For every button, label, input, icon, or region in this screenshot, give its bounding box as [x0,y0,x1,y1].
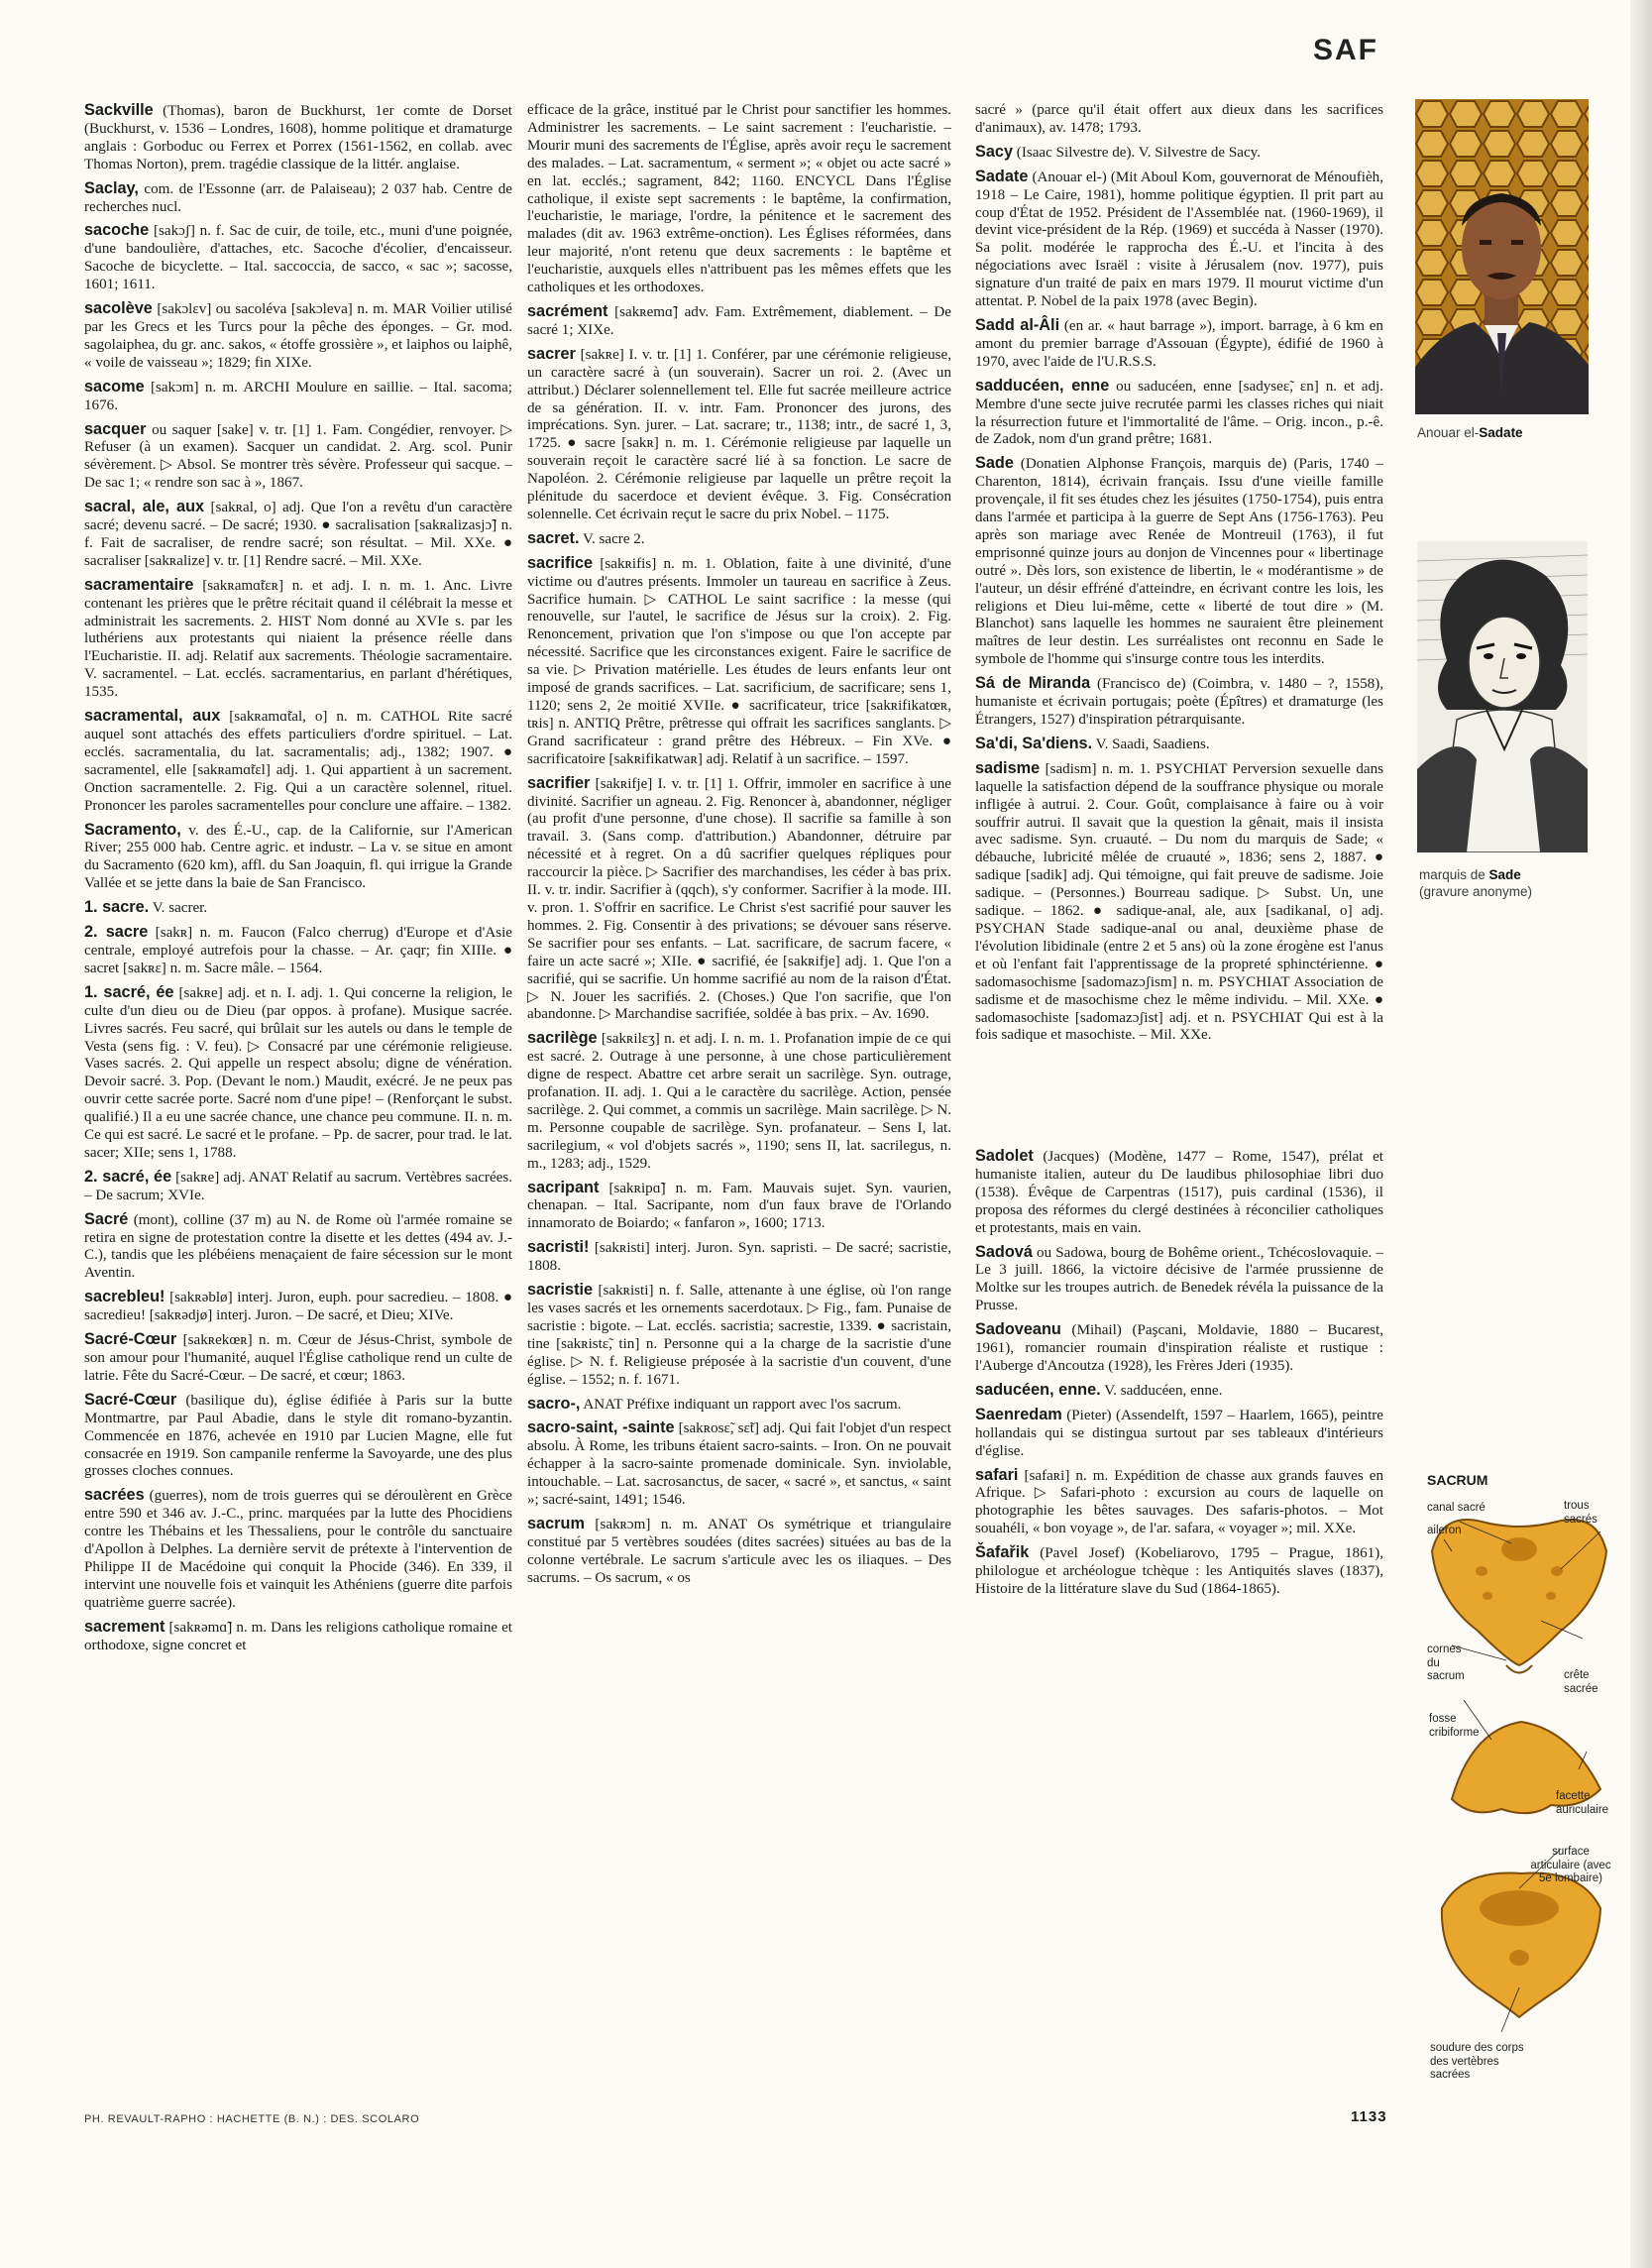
dictionary-entry [527,555,951,769]
dictionary-entry [84,1487,512,1612]
entry-body: (mont), colline (37 m) au N. de Rome où l'armée romaine se retira en signe de protestation contre la disette et les dettes (494 av. J.-C.), tandis que les plébéiens menaçaient de faire sécession sur le mont Aventin. [84,1211,512,1282]
entry-headword: Šafařik [975,1543,1030,1562]
label-fosse-cribiforme: fosse cribiforme [1429,1713,1480,1739]
entry-body: [sakɔʃ] n. f. Sac de cuir, de toile, etc., muni d'une poignée, d'une bandoulière, d'attaches, etc. Sacoche d'écolier, d'encaisseur. Sacoche de bicyclette. – Ital. saccoccia, de sacco, « sac »; sacosse, 1601; 1611. [84,223,512,293]
entry-headword: sacrément [527,301,608,320]
sacrum-figure-title: SACRUM [1427,1472,1488,1488]
entry-headword: sacoche [84,221,150,240]
entry-headword: Sacramento, [84,820,181,839]
entry-headword: sacramentaire [84,575,194,594]
entry-body: [sakʀosɛ̃, sɛ̃t] adj. Qui fait l'objet d'un respect absolu. À Rome, les tribuns étaient sacro-saints. – Iron. On ne pouvait échapper à la sacro-sainte promenade dominicale. Syn. inviolable, intouchable. – Lat. sacrosanctus, de sacer, « sacré », et sanctus, « saint »; sacré-saint, 1491; 1546. [527,1420,951,1509]
dictionary-entry [975,378,1383,450]
dictionary-entry [84,1331,512,1386]
entry-headword: 2. sacré, ée [84,1167,172,1186]
dictionary-entry [527,1516,951,1588]
dictionary-entry [975,144,1383,163]
entry-body: ou saducéen, enne [sadyseɛ̃, ɛn] n. et adj. Membre d'une secte juive recrutée parmi les classes riches qui niait la résurrection future et l'immortalité de l'âme. – Orig. incon., p.-ê. de Zadok, nom d'un grand prêtre; 1681. [975,378,1383,448]
dictionary-entry [84,899,512,918]
entry-headword: Sadate [975,167,1029,185]
entry-body: [safaʀi] n. m. Expédition de chasse aux grands fauves en Afrique. ▷ Safari-photo : excursion au cours de laquelle on photographie les bêtes sauvages. Des safaris-photos. – Mot souahéli, « bon voyage », de l'ar. safara, « voyager »; mil. XXe. [975,1467,1383,1537]
dictionary-entry [975,455,1383,669]
dictionary-entry [975,675,1383,730]
entry-body: [sakɔlɛv] ou sacoléva [sakɔleva] n. m. MAR Voilier utilisé par les Grecs et les Turcs pour la pêche des éponges. – Gr. mod. sagolaiphea, du gr. anc. sakos, « étoffe grossière », et laiphos ou laiphê, « voile de vaisseau »; 1829; fin XIXe. [84,301,512,371]
label-soudure-vertebres: soudure des corps des vertèbres sacrées [1430,2042,1524,2081]
dictionary-entry [527,1239,951,1276]
dictionary-entry [527,303,951,340]
dictionary-entry [975,1467,1383,1539]
entry-body: [sakʀisti] n. f. Salle, attenante à une église, où l'on range les vases sacrés et les ornements sacerdotaux. ▷ Fig., fam. Punaise de sacristie : bigote. – Lat. ecclés. sacristia; sacrestie, 1339. ● sacristain, tine [sakʀistɛ̃, tin] n. Personne qui a la charge de la sacristie d'une église. ▷ N. f. Religieuse préposée à la sacristie d'un couvent, d'une église. – 1552; n. f. 1671. [527,1283,951,1388]
entry-headword: sacramental, aux [84,707,221,726]
sadate-caption: Anouar el-Sadate [1417,425,1523,440]
entry-body: (Pieter) (Assendelft, 1597 – Haarlem, 1665), peintre hollandais qui se distingua surtout par ses tableaux d'intérieurs d'église. [975,1407,1383,1459]
entry-body: [sakʀɔm] n. m. ANAT Os symétrique et triangulaire constitué par 5 vertèbres soudées (dites sacrées) situées au bas de la colonne vertébrale. Le sacrum s'articule avec les os iliaques. – Des sacrums. – Os sacrum, « os [527,1516,951,1586]
entry-headword: sacrées [84,1486,145,1505]
dictionary-entry [975,736,1383,754]
dictionary-entry [527,775,951,1025]
entry-body: (Isaac Silvestre de). V. Silvestre de Sacy. [1013,144,1261,161]
entry-body: [sakʀifje] I. v. tr. [1] 1. Offrir, immoler en sacrifice à une divinité. Sacrifier un agneau. 2. Fig. Renoncer à, abandonner, négliger (au profit d'une personne, d'une chose). Il sacrifie sa famille à son travail. 3. (Sans comp. d'attribution.) Abandonner, détruire par nécessité et à regret. On a dû sacrifier quelques répliques pour raccourcir la pièce. ▷ Sacrifier des marchandises, les céder à bas prix. II. v. tr. indir. Sacrifier à (qqch), s'y conformer. Sacrifier à la mode. III. v. pron. 1. S'offrir en sacrifice. Le Christ s'est sacrifié pour sauver les hommes. 2. Fig. Consentir à des privations; se dévouer sans réserve. Se sacrifier pour ses enfants. – Lat. sacrificare, de sacrum facere, « faire un acte sacré »; XIIe. ● sacrifié, ée [sakʀifje] adj. 1. Que l'on a sacrifié, qui se sacrifie. Un homme sacrifié au nom de la raison d'État. ▷ N. Jouer les sacrifiés. 2. (Choses.) Que l'on sacrifie, que l'on abandonne. ▷ Marchandise sacrifiée, soldée à bas prix. – Av. 1690. [527,775,951,1023]
label-facette-auriculaire: facette auriculaire [1556,1790,1609,1816]
entry-body: ou Sadowa, bourg de Bohême orient., Tchécoslovaquie. – Le 3 juill. 1866, la victoire décisive de l'armée prussienne de Moltke sur les troupes autrich. de Benedek révéla la puissance de la Prusse. [975,1244,1383,1314]
dictionary-entry [84,499,512,571]
column-2 [527,102,951,2090]
dictionary-entry [527,102,951,297]
entry-headword: Sacré [84,1209,129,1228]
entry-body: (guerres), nom de trois guerres qui se déroulèrent en Grèce entre 590 et 346 av. J.-C., princ. marquées par la lutte des Phocidiens contre les Thébains et les Thessaliens, pour le contrôle du sanctuaire d'Apollon à Delphes. La dernière servit de prétexte à l'intervention de Philippe II de Macédoine qui conquit la Phocide (346). En 339, il intervint une nouvelle fois et vainquit les Athéniens (guerre dite parfois quatrième guerre sacrée). [84,1488,512,1611]
dictionary-entry [527,346,951,524]
label-canal-sacre: canal sacré [1427,1502,1486,1514]
entry-body: ANAT Préfixe indiquant un rapport avec l'os sacrum. [580,1396,902,1413]
entry-headword: saducéen, enne. [975,1380,1101,1399]
photo-credit: PH. REVAULT-RAPHO : HACHETTE (B. N.) : DES. SCOLARO [84,2113,420,2125]
dictionary-entry [975,1544,1383,1599]
entry-body: (Mihail) (Paşcani, Moldavie, 1880 – Bucarest, 1961), romancier roumain d'inspiration réaliste et rustique : l'Auberge d'Ancoutza (1928), les Frères Jderi (1935). [975,1322,1383,1374]
dictionary-entry [975,760,1383,1046]
label-aileron: aileron [1427,1525,1462,1536]
dictionary-entry [84,1169,512,1205]
dictionary-entry [975,1244,1383,1316]
dictionary-entry [84,577,512,702]
entry-headword: sacret. [527,528,580,547]
entry-body: v. des É.-U., cap. de la Californie, sur l'American River; 255 000 hab. Centre agric. et industr. – La v. se situe en amont du Sacramento (620 km), affl. du San Joaquin, fl. qui irrigue la Grande Vallée et se jette dans la baie de San Francisco. [84,822,512,892]
dictionary-entry [84,300,512,373]
dictionary-entry [527,1030,951,1173]
sadate-photo [1415,99,1589,414]
dictionary-entry [527,1396,951,1415]
entry-headword: sacripant [527,1178,600,1196]
entry-headword: sacristie [527,1281,594,1300]
label-trous-sacres: trous sacrés [1564,1500,1597,1526]
entry-headword: Sadoveanu [975,1320,1061,1339]
entry-headword: Sade [975,454,1014,473]
entry-headword: sacrum [527,1514,585,1532]
entry-headword: sacrifice [527,553,594,572]
entry-headword: Sa'di, Sa'diens. [975,734,1093,752]
sade-caption: marquis de Sade (gravure anonyme) [1419,867,1533,899]
entry-headword: sacro-saint, -sainte [527,1418,675,1437]
entry-body: (Francisco de) (Coimbra, v. 1480 – ?, 1558), humaniste et écrivain portugais; poète (Épîtres) et dramaturge (les Étrangers, 1527) d'inspiration pétrarquisante. [975,676,1383,728]
entry-body: [sakʀisti] interj. Juron. Syn. sapristi. – De sacré; sacristie, 1808. [527,1240,951,1275]
entry-headword: Sá de Miranda [975,674,1091,693]
entry-body: ou saquer [sake] v. tr. [1] 1. Fam. Congédier, renvoyer. ▷ Refuser (à un examen). Sacquer un candidat. 2. Arg. scol. Punir sévèrement. ▷ Absol. Se montrer très sévère. Professeur qui sacque. – De sac 1; « rendre son sac à », 1867. [84,421,512,492]
entry-body: [sakʀilɛʒ] n. et adj. I. n. m. 1. Profanation impie de ce qui est sacré. 2. Outrage à une personne, à une chose particulièrement digne de respect. Abattre cet arbre serait un sacrilège. Syn. outrage, profanation. II. adj. 1. Qui a le caractère du sacrilège. Action, pensée sacrilège. 2. Qui commet, a commis un sacrilège. Main sacrilège. ▷ N. m. Personne coupable de sacrilège. Syn. profanateur. – Sens I, lat. sacrilegium, « vol d'objets sacrés », 1190; sens II, lat. sacrilegus, n. m., 1283; adj., 1529. [527,1031,951,1172]
entry-body: [sakʀemɑ̃] adv. Fam. Extrêmement, diablement. – De sacré 1; XIXe. [527,303,951,338]
dictionary-entry [84,924,512,978]
dictionary-entry [84,822,512,894]
entry-headword: sacome [84,377,145,396]
dictionary-entry [84,1289,512,1325]
entry-headword: Sacré-Cœur [84,1390,177,1409]
entry-body: (Anouar el-) (Mit Aboul Kom, gouvernorat de Ménoufièh, 1918 – Le Caire, 1981), homme politique égyptien. Il prit part au coup d'État de 1952. Président de l'Assemblée nat. (1960-1969), il devint vice-président de la Rép. (1969) et succéda à Nasser (1970). Sa polit. modérée le rapprocha des É.-U. et l'incita à des négociations avec Israël : visite à Jérusalem (nov. 1977), puis signature d'un traité de paix en mars 1979. Il mourut victime d'un attentat. P. Nobel de la paix 1978 (avec Begin). [975,169,1383,310]
entry-headword: Sadová [975,1242,1033,1261]
dictionary-entry [84,421,512,494]
dictionary-entry [975,317,1383,372]
entry-body: (Donatien Alphonse François, marquis de) (Paris, 1740 – Charenton, 1814), écrivain français. Issu d'une vieille famille provençale, il fit ses études chez les jésuites (1750-1754), puis entra dans l'armée et participa à la guerre de Sept Ans (1756-1763). Peu après son mariage avec Renée de Montreuil (1763), il fut emprisonné quinze jours au donjon de Vincennes pour « libertinage outré ». Dès lors, son existence de libertin, le « modérantisme » de l'auteur, un désir effréné d'atteindre, en écrivant contre les lois, les religions et Dieu lui-même, cette « liberté de tout dire » (M. Blanchot) sans laquelle les hommes ne sauraient être pleinement maîtres de leur destin. Les surréalistes ont reconnu en Sade le symbole de l'homme qui s'insurge contre tous les interdits. [975,456,1383,668]
entry-headword: 1. sacré, ée [84,982,174,1001]
entry-headword: Saenredam [975,1405,1062,1423]
dictionary-entry [527,530,951,549]
dictionary-entry [527,1282,951,1389]
column-1 [84,102,512,2090]
column-3-top [975,102,1383,1151]
entry-body: [sakʀipɑ̃] n. m. Fam. Mauvais sujet. Syn. vaurien, chenapan. – Ital. Sacripante, nom d'un faux brave de l'Orlando innamorato de Boiardo; « fanfaron », 1600; 1713. [527,1180,951,1232]
entry-body: [sadism] n. m. 1. PSYCHIAT Perversion sexuelle dans laquelle la satisfaction dépend de la souffrance physique ou morale infligée à autrui. 2. Cour. Goût, complaisance à faire ou à voir souffrir autrui. Il savait que la question la gênait, mais il insista avec sadisme. Syn. cruauté. – Du nom du marquis de Sade; « débauche, lubricité mêlée de cruauté », 1836; sens 2, 1887. ● sadique [sadik] adj. Qui témoigne, qui fait preuve de sadisme. Joie sadique. – (Personnes.) Bourreau sadique. ▷ Subst. Un, une sadique. – 1862. ● sadique-anal, ale, aux [sadikanal, o] adj. PSYCHAN Stade sadique-anal ou anal, deuxième phase de l'évolution libidinale (entre 2 et 5 ans) où la zone érogène est l'anus et où l'enfant fait l'apprentissage de la propreté sphinctérienne. ● sadomasochisme [sadomazɔʃism] n. m. PSYCHIAT Association de sadisme et de masochisme chez le même individu. – Mil. XXe. ● sadomasochiste [sadomazɔʃist] adj. et n. PSYCHIAT Qui est à la fois sadique et masochiste. – Mil. XXe. [975,760,1383,1044]
entry-body: efficace de la grâce, institué par le Christ pour sanctifier les hommes. Administrer les sacrements. – Le saint sacrement : l'eucharistie. – Mourir muni des sacrements de l'Église, après avoir reçu le sacrement des malades. – Lat. sacramentum, « serment »; « objet ou acte sacré » en lat. ecclés.; sagrament, 842; 1160. ENCYCL Dans l'Église catholique, il existe sept sacrements : le baptême, la confirmation, l'eucharistie, le mariage, l'ordre, la pénitence et le sacrement des malades (dit av. 1963 extrême-onction). Les Églises réformées, dans leur majorité, n'ont retenu que deux sacrements : le baptême et l'eucharistie, auxquels elles n'attribuent pas les mêmes effets que les catholiques et les orthodoxes. [527,102,951,296]
dictionary-entry [84,1619,512,1655]
entry-headword: Sacré-Cœur [84,1330,177,1349]
entry-body: V. Saadi, Saadiens. [1092,736,1210,752]
dictionary-entry [84,379,512,415]
entry-body: [sakʀe] I. v. tr. [1] 1. Conférer, par une cérémonie religieuse, un caractère sacré à (un souverain). Sacrer un roi. 2. (Avec un attribut.) Déclarer solennellement tel. Elle fut sacrée meilleure actrice de sa génération. II. v. intr. Fam. Prononcer des jurons, des imprécations. Syn. jurer. – Lat. sacrare; tr., 1138; intr., de sacré 1, 3, 1725. ● sacre [sakʀ] n. m. 1. Cérémonie religieuse par laquelle un souverain reçoit le caractère sacré lié à sa fonction. Le sacre de Napoléon. 2. Cérémonie religieuse par laquelle un prêtre reçoit la plénitude du sacerdoce et devient évêque. 3. Fig. Consécration solennelle. Cet écrivain reçut le sacre du prix Nobel. – 1175. [527,346,951,522]
entry-headword: sacro-, [527,1394,581,1413]
entry-body: (Pavel Josef) (Kobeliarovo, 1795 – Prague, 1861), philologue et archéologue tchèque : les Antiquités slaves (1837), Histoire de la littérature slave du Sud (1864-1865). [975,1545,1383,1597]
entry-headword: 2. sacre [84,923,149,942]
dictionary-entry [975,1321,1383,1376]
running-header: SAF [1313,34,1378,66]
label-crete-sacree: crête sacrée [1564,1669,1598,1695]
dictionary-entry [84,180,512,217]
entry-headword: sacrement [84,1617,165,1636]
dictionary-entry [84,102,512,174]
dictionary-entry [84,1211,512,1284]
entry-body: [sakʀəblø] interj. Juron, euph. pour sacredieu. – 1808. ● sacredieu! [sakʀədjø] interj. Juron. – De sacré, et Dieu; XIVe. [84,1290,512,1324]
entry-headword: sacolève [84,299,153,318]
dictionary-entry [84,222,512,294]
entry-body: [sakɔm] n. m. ARCHI Moulure en saillie. – Ital. sacoma; 1676. [84,379,512,413]
entry-headword: sacral, ale, aux [84,498,205,516]
entry-body: V. sacrer. [149,900,208,917]
dictionary-entry [975,1382,1383,1401]
entry-body: V. sadducéen, enne. [1100,1382,1223,1399]
entry-headword: sacrifier [527,773,591,792]
entry-body: [sakʀal, o] adj. Que l'on a revêtu d'un caractère sacré; devenu sacré. – De sacré; 1930. ● sacralisation [sakʀalizasjɔ̃] n. f. Fait de sacraliser, de rendre sacré; son résultat. – Mil. XXe. ● sacraliser [sakʀalize] v. tr. [1] Rendre sacré. – Mil. XXe. [84,500,512,569]
dictionary-entry [527,1180,951,1234]
entry-headword: Sadolet [975,1148,1034,1165]
dictionary-entry [84,1392,512,1482]
entry-headword: Saclay, [84,178,139,197]
entry-body: (basilique du), église édifiée à Paris sur la butte Montmartre, par Paul Abadie, dans le style dit romano-byzantin. Commencée en 1876, achevée en 1910 par Lucien Magne, elle fut consacrée en 1919. Son campanile renferme la Savoyarde, une des plus grosses cloches connues. [84,1392,512,1480]
entry-body: [sakʀe] adj. ANAT Relatif au sacrum. Vertèbres sacrées. – De sacrum; XVIe. [84,1169,512,1203]
entry-body: (Thomas), baron de Buckhurst, 1er comte de Dorset (Buckhurst, v. 1536 – Londres, 1608), homme politique et dramaturge anglais : Gorboduc ou Ferrex et Porrex (1561-1562, en collab. avec Thomas Norton), prem. tragédie classique de la littér. anglaise. [84,103,512,172]
sade-engraving [1417,541,1588,852]
entry-headword: Sadd al-Âli [975,315,1060,334]
entry-headword: sacrilège [527,1029,598,1048]
entry-body: (en ar. « haut barrage »), import. barrage, à 6 km en amont du premier barrage d'Assouan (Égypte), édifié de 1960 à 1970, avec l'aide de l'U.R.S.S. [975,317,1383,370]
dictionary-entry [975,1407,1383,1461]
dictionary-entry [84,708,512,815]
entry-headword: sacrebleu! [84,1288,165,1306]
dictionary-entry [975,1148,1383,1238]
label-cornes-du-sacrum: cornes du sacrum [1427,1644,1465,1682]
entry-body: V. sacre 2. [579,530,645,547]
entry-headword: safari [975,1465,1019,1484]
entry-headword: sadducéen, enne [975,376,1110,395]
dictionary-entry [975,102,1383,138]
entry-headword: 1. sacre. [84,898,150,917]
entry-body: [sakʀamɑ̃tɛʀ] n. et adj. I. n. m. 1. Anc. Livre contenant les prières que le prêtre récitait quand il célébrait la messe et administrait les sacrements. 2. HIST Nom donné au XVIe s. par les luthériens aux protestants qui niaient la présence réelle dans l'Eucharistie. II. adj. Relatif aux sacrements. Théologie sacramentaire. V. sacramentel. – Lat. ecclés. sacramentarius, en parlant d'hérétiques, 1535. [84,577,512,701]
dictionary-entry [84,984,512,1163]
entry-body: sacré » (parce qu'il était offert aux dieux dans les sacrifices d'animaux), av. 1478; 1793. [975,102,1383,136]
dictionary-entry [527,1419,951,1510]
entry-headword: sadisme [975,758,1041,777]
entry-body: [sakʀe] adj. et n. I. adj. 1. Qui concerne la religion, le culte d'un dieu ou de Dieu (par oppos. à profane). Musique sacrée. Livres sacrés. Feu sacré, qui brûlait sur les autels ou dans le temple de Vesta (sens fig. : V. feu). ▷ Consacré par une cérémonie religieuse. Vases sacrés. 2. Qui appelle un respect absolu; digne de vénération. Devoir sacré. 3. Pop. (Devant le nom.) Maudit, exécré. Je ne peux pas ouvrir cette sacrée porte. Sacré nom d'une pipe! – (Renforçant le subst. qualifié.) Il a eu une sacrée chance, une chance peu commune. II. n. m. Ce qui est sacré. Le sacré et le profane. – Pp. de sacrer, pour trad. le lat. sacer; XIIe; sens 1, 1788. [84,984,512,1161]
entry-headword: sacrer [527,344,576,363]
dictionary-entry [975,169,1383,311]
entry-body: (Jacques) (Modène, 1477 – Rome, 1547), prélat et humaniste italien, auteur du De laudibus philosophiae libri duo (1538). Évêque de Carpentras (1517), puis cardinal (1536), il proposa des réformes du clergé destinées à réconcilier catholiques et protestants, mais en vain. [975,1149,1383,1236]
entry-body: [sakʀekœʀ] n. m. Cœur de Jésus-Christ, symbole de son amour pour l'humanité, auquel l'Église catholique rend un culte de latrie. Fête du Sacré-Cœur. – De sacré, et cœur; 1863. [84,1332,512,1384]
entry-body: com. de l'Essonne (arr. de Palaiseau); 2 037 hab. Centre de recherches nucl. [84,180,512,215]
entry-body: [sakʀifis] n. m. 1. Oblation, faite à une divinité, d'une victime ou d'autres présents. Immoler un taureau en sacrifice à Zeus. Sacrifice humain. ▷ CATHOL Le saint sacrifice : la messe (qui renouvelle, sur l'autel, le sacrifice de Jésus sur la croix). 2. Fig. Renoncement, privation que l'on s'impose ou que l'on accepte par nécessité. Sacrifice que les circonstances exigent. Faire le sacrifice de sa vie. ▷ Privation matérielle. Les études de leurs enfants leur ont imposé de grands sacrifices. – Lat. sacrificium, de sacrificare; sens 1, 1120; sens 2, 2e moitié XVIIe. ● sacrificateur, trice [sakʀifikatœʀ, tʀis] n. ANTIQ Prêtre, prêtresse qui offrait les sacrifices sanglants. ▷ Grand sacrificateur : grand prêtre des Hébreux. – Fin XVe. ● sacrificatoire [sakʀifikatwaʀ] adj. Relatif à un sacrifice. – 1597. [527,555,951,767]
page-number: 1133 [1351,2108,1387,2125]
entry-headword: Sackville [84,102,154,119]
entry-headword: Sacy [975,142,1014,161]
label-surface-articulaire: surface articulaire (avec 5e lombaire) [1530,1846,1611,1884]
column-3-bottom [975,1148,1383,2090]
entry-body: [sakʀamɑ̃tal, o] n. m. CATHOL Rite sacré auquel sont attachés des effets particuliers d'ordre spirituel. – Lat. ecclés. sacramentalia, du lat. sacramentalis; adj., 1382; 1907. ● sacramentel, elle [sakʀamɑ̃tɛl] adj. 1. Qui appartient à un sacrement. Onction sacramentelle. 2. Fig. Qui a un caractère solennel, rituel. Prononcer les paroles sacramentelles pour conclure une affaire. – 1382. [84,709,512,814]
entry-headword: sacristi! [527,1238,590,1257]
page-edge-shadow [1630,0,1652,2268]
entry-body: [sakʀ] n. m. Faucon (Falco cherrug) d'Europe et d'Asie centrale, employé autrefois pour la chasse. – Ar. çaqr; fin XIIIe. ● sacret [sakʀɛ] n. m. Sacre mâle. – 1564. [84,925,512,976]
entry-body: [sakʀəmɑ̃] n. m. Dans les religions catholique romaine et orthodoxe, signe concret et [84,1619,512,1653]
entry-headword: sacquer [84,419,147,438]
